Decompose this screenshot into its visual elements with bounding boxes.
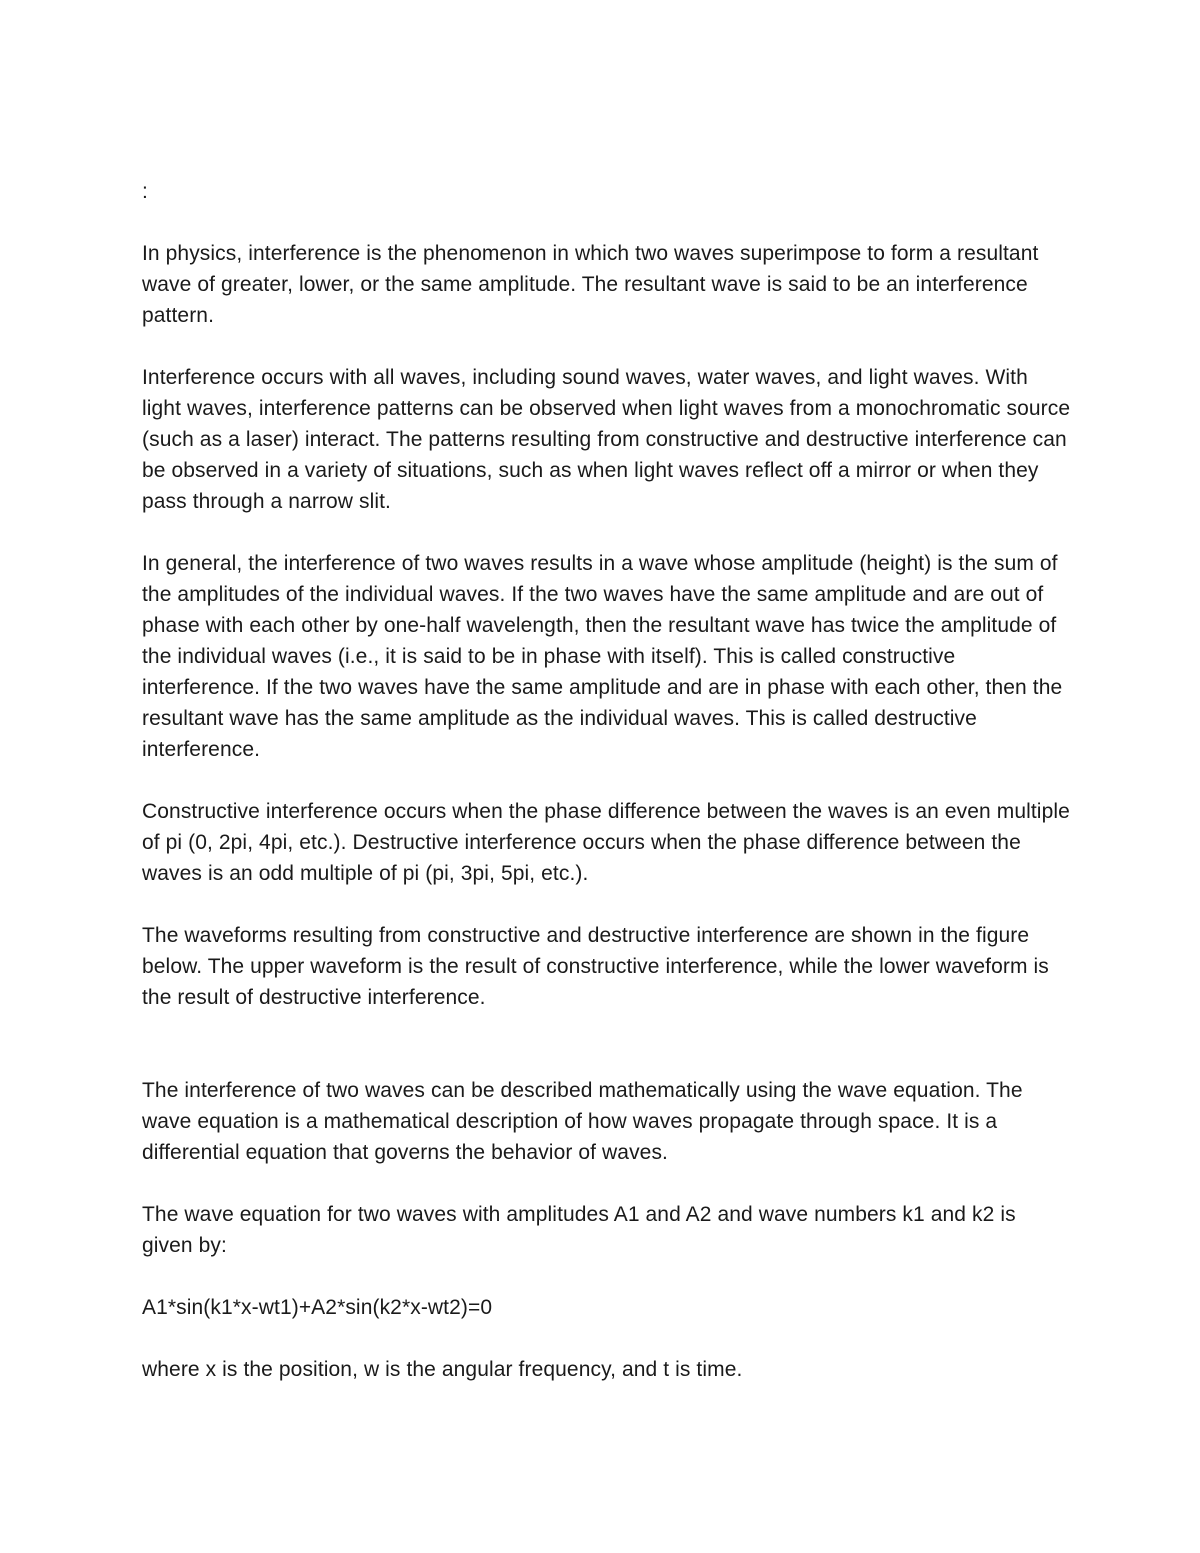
- paragraph-waveforms-figure: The waveforms resulting from constructive and destructive interference are shown in the figure below. The upper waveform is the result of constructive interference, while the lower waveform is the result of destructive interference.: [142, 924, 1049, 1009]
- document-body: [142, 176, 1072, 1416]
- paragraph-wave-equation-intro: The interference of two waves can be described mathematically using the wave equation. The wave equation is a mathematical description of how waves propagate through space. It is a differential equation that governs the behavior of waves.: [142, 1079, 1023, 1164]
- paragraph-interference-definition: In physics, interference is the phenomenon in which two waves superimpose to form a resultant wave of greater, lower, or the same amplitude. The resultant wave is said to be an interference pattern.: [142, 242, 1039, 327]
- equation-line: A1*sin(k1*x-wt1)+A2*sin(k2*x-wt2)=0: [142, 1296, 493, 1319]
- paragraph-general-interference: In general, the interference of two waves results in a wave whose amplitude (height) is the sum of the amplitudes of the individual waves. If the two waves have the same amplitude and are out of phase with each other by one-half wavelength, then the resultant wave has twice the amplitude of the individual waves (i.e., it is said to be in phase with itself). This is called constructive interference. If the two waves have the same amplitude and are in phase with each other, then the resultant wave has the same amplitude as the individual waves. This is called destructive interference.: [142, 552, 1063, 761]
- leading-colon-marker: :: [142, 180, 148, 203]
- paragraph-variable-definitions: where x is the position, w is the angular frequency, and t is time.: [142, 1358, 743, 1381]
- paragraph-wave-equation-given: The wave equation for two waves with amplitudes A1 and A2 and wave numbers k1 and k2 is given by:: [142, 1203, 1016, 1257]
- paragraph-interference-occurrence: Interference occurs with all waves, including sound waves, water waves, and light waves. With light waves, interference patterns can be observed when light waves from a monochromatic source (such as a laser) interact. The patterns resulting from constructive and destructive interference can be observed in a variety of situations, such as when light waves reflect off a mirror or when they pass through a narrow slit.: [142, 366, 1071, 513]
- paragraph-phase-difference: Constructive interference occurs when the phase difference between the waves is an even multiple of pi (0, 2pi, 4pi, etc.). Destructive interference occurs when the phase difference between the waves is an odd multiple of pi (pi, 3pi, 5pi, etc.).: [142, 800, 1070, 885]
